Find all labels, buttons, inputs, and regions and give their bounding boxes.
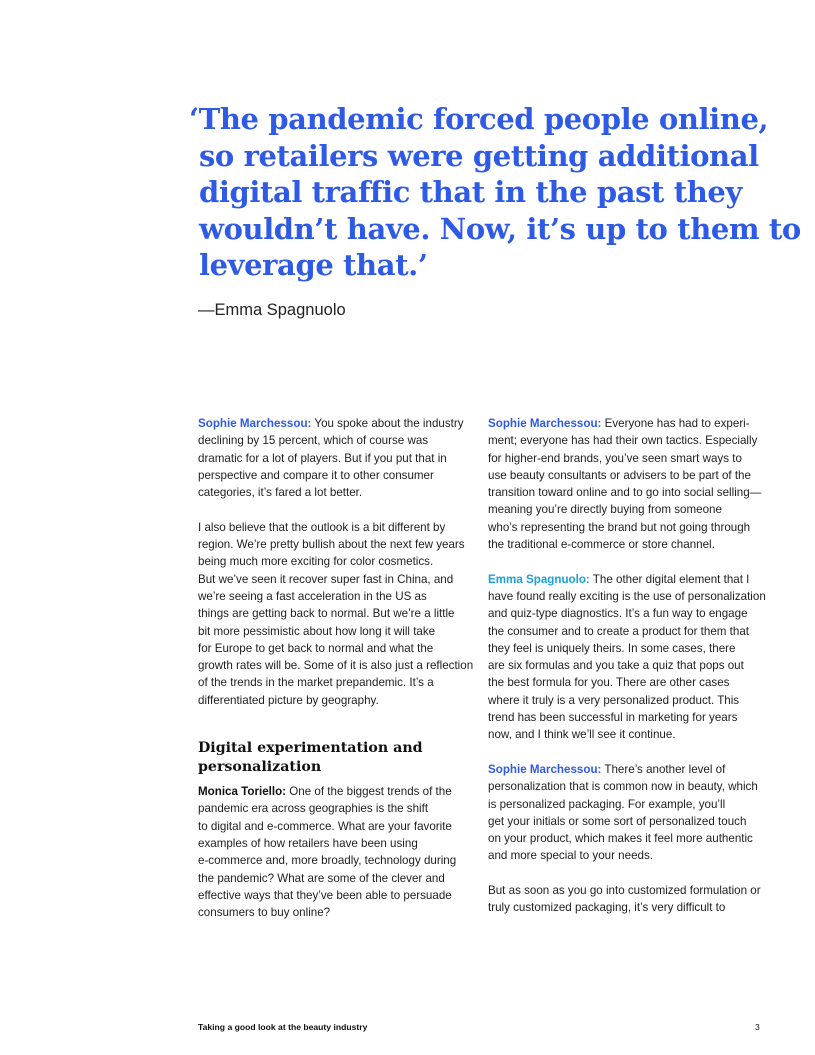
text-line: who’s representing the brand but not going through xyxy=(488,520,751,534)
text-line: now, and I think we’ll see it continue. xyxy=(488,728,676,742)
text-line: region. We’re pretty bullish about the next few years xyxy=(198,538,465,552)
text-line: differentiated picture by geography. xyxy=(198,693,379,707)
text-fragment: You spoke about the industry xyxy=(311,417,464,430)
text-line: is personalized packaging. For example, you’ll xyxy=(488,797,726,811)
pull-quote-line: digital traffic that in the past they xyxy=(199,175,742,209)
speaker-name: Emma Spagnuolo: xyxy=(488,572,590,586)
quote-attribution: —Emma Spagnuolo xyxy=(198,301,346,319)
text-line: examples of how retailers have been using xyxy=(198,836,418,850)
speaker-name: Sophie Marchessou: xyxy=(488,417,602,430)
paragraph xyxy=(488,415,770,553)
text-line: meaning you’re directly buying from someone xyxy=(488,503,722,517)
text-line: dramatic for a lot of players. But if you put that in xyxy=(198,451,447,465)
pull-quote-line: so retailers were getting additional xyxy=(199,138,759,173)
text-line xyxy=(488,415,770,432)
text-line: But we’ve seen it recover super fast in China, and xyxy=(198,572,454,586)
text-line: are six formulas and you take a quiz that pops out xyxy=(488,659,744,673)
page-number: 3 xyxy=(755,1022,760,1032)
text-line: the pandemic? What are some of the clever and xyxy=(198,871,445,885)
text-line: trend has been successful in marketing for years xyxy=(488,711,738,725)
text-line: personalization that is common now in beauty, which xyxy=(488,780,758,794)
text-line: things are getting back to normal. But we’re a little xyxy=(198,607,455,621)
pull-quote-line: ‘The pandemic forced people online, xyxy=(189,102,769,136)
text-line: perspective and compare it to other consumer xyxy=(198,468,434,482)
text-fragment: There’s another level of xyxy=(601,762,726,776)
left-column xyxy=(198,415,480,939)
text-fragment: Everyone has had to experi- xyxy=(601,417,750,430)
paragraph xyxy=(488,882,770,917)
text-line: the consumer and to create a product for them that xyxy=(488,624,750,638)
text-line: on your product, which makes it feel more authentic xyxy=(488,832,753,846)
text-line: have found really exciting is the use of personalization xyxy=(488,589,766,603)
text-line xyxy=(488,571,770,588)
text-line: effective ways that they’ve been able to persuade xyxy=(198,888,452,902)
text-line: pandemic era across geographies is the shift xyxy=(198,802,429,816)
text-line: of the trends in the market prepandemic. It’s a xyxy=(198,676,434,690)
heading-line: Digital experimentation and xyxy=(198,740,423,757)
text-fragment: One of the biggest trends of the xyxy=(286,785,452,799)
text-fragment: The other digital element that I xyxy=(589,572,750,586)
paragraph xyxy=(488,571,770,744)
text-line: they feel is uniquely theirs. In some cases, there xyxy=(488,641,736,655)
paragraph xyxy=(198,519,480,709)
text-line: use beauty consultants or advisers to be part of the xyxy=(488,468,751,482)
right-column xyxy=(488,415,770,934)
text-line: being much more exciting for color cosmetics. xyxy=(198,555,434,569)
text-line: and quiz-type diagnostics. It’s a fun way to engage xyxy=(488,607,748,621)
paragraph xyxy=(198,783,480,921)
text-line: growth rates will be. Some of it is also just a reflection xyxy=(198,659,474,673)
text-line: for Europe to get back to normal and what the xyxy=(198,641,434,655)
text-line xyxy=(198,415,480,432)
text-line: consumers to buy online? xyxy=(198,906,331,920)
speaker-name: Sophie Marchessou: xyxy=(198,417,312,430)
text-line: I also believe that the outlook is a bit different by xyxy=(198,520,446,534)
heading-line: personalization xyxy=(198,759,322,776)
text-line: and more special to your needs. xyxy=(488,849,653,863)
text-line: the best formula for you. There are other cases xyxy=(488,676,730,690)
text-line: to digital and e-commerce. What are your favorite xyxy=(198,819,452,833)
text-line: for higher-end brands, you’ve seen smart ways to xyxy=(488,451,742,465)
text-line: e-commerce and, more broadly, technology during xyxy=(198,854,457,868)
paragraph xyxy=(488,761,770,865)
text-line: get your initials or some sort of personalized touch xyxy=(488,814,747,828)
text-line: truly customized packaging, it’s very difficult to xyxy=(488,901,726,915)
text-line: transition toward online and to go into social selling— xyxy=(488,486,762,500)
pull-quote xyxy=(189,101,801,284)
text-line: bit more pessimistic about how long it will take xyxy=(198,624,436,638)
text-line: we’re seeing a fast acceleration in the US as xyxy=(198,589,427,603)
pull-quote-line: leverage that.’ xyxy=(199,248,428,282)
speaker-name: Monica Toriello: xyxy=(198,785,287,799)
text-line: ment; everyone has had their own tactics. Especially xyxy=(488,434,758,448)
section-heading xyxy=(198,739,480,777)
pull-quote-line: wouldn’t have. Now, it’s up to them to xyxy=(199,211,801,246)
speaker-name: Sophie Marchessou: xyxy=(488,762,602,776)
text-line: declining by 15 percent, which of course was xyxy=(198,434,429,448)
text-line: where it truly is a very personalized product. This xyxy=(488,693,740,707)
text-line: But as soon as you go into customized formulation or xyxy=(488,884,761,898)
footer-title: Taking a good look at the beauty industry xyxy=(198,1022,368,1032)
text-line: the traditional e-commerce or store channel. xyxy=(488,538,715,552)
text-line xyxy=(488,761,770,778)
paragraph xyxy=(198,415,480,501)
text-line: categories, it’s fared a lot better. xyxy=(198,486,363,500)
text-line xyxy=(198,783,480,800)
